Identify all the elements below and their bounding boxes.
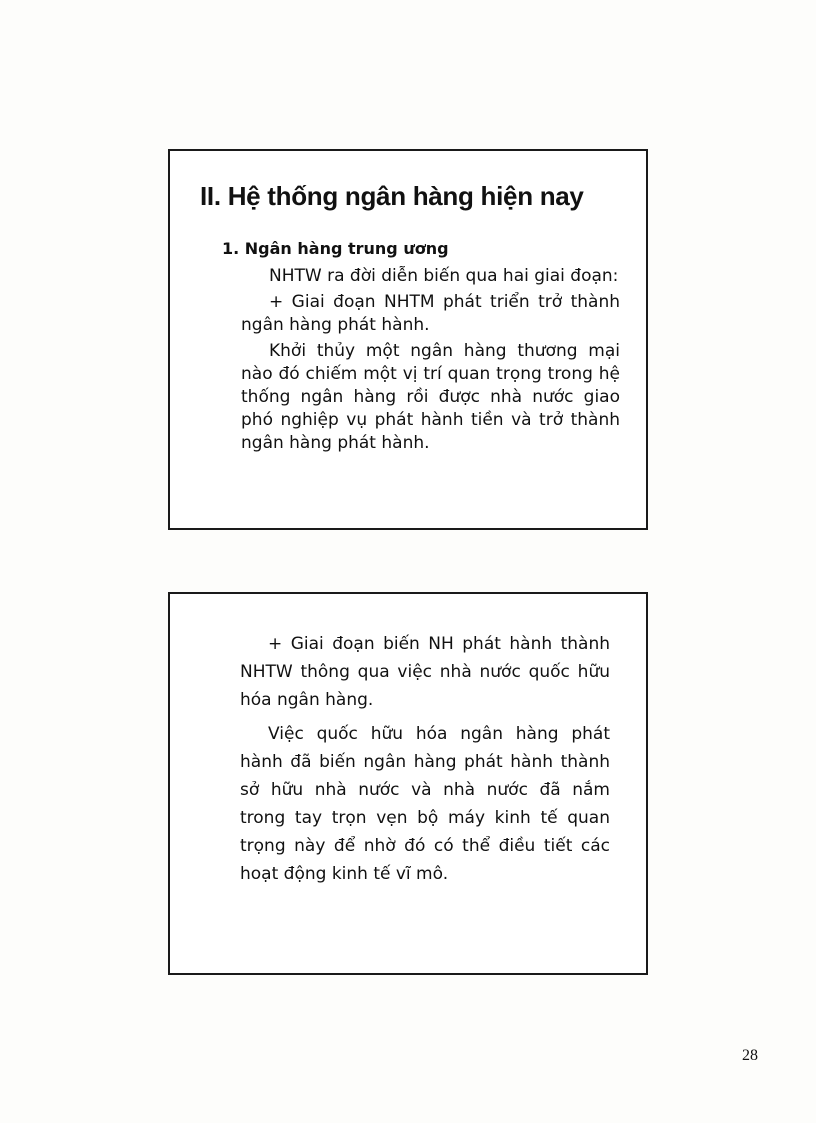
paragraph: + Giai đoạn NHTM phát triển trở thành ngân hàng phát hành. (241, 292, 620, 335)
slide-top (168, 149, 648, 530)
slide-body (240, 630, 610, 894)
slide-body (241, 265, 620, 458)
paragraph: NHTW ra đời diễn biến qua hai giai đoạn: (269, 266, 619, 286)
page-number: 28 (742, 1047, 758, 1064)
paragraph: + Giai đoạn biến NH phát hành thành NHTW thông qua việc nhà nước quốc hữu hóa ngân hàng. (240, 634, 610, 710)
slide-bottom (168, 592, 648, 975)
slide-title: II. Hệ thống ngân hàng hiện nay (200, 181, 584, 211)
paragraph: Khởi thủy một ngân hàng thương mại nào đó chiếm một vị trí quan trọng trong hệ thống ngân hàng rồi được nhà nước giao phó nghiệp vụ phát hành tiền và trở thành ngân hàng phát hành. (241, 341, 620, 453)
paragraph: Việc quốc hữu hóa ngân hàng phát hành đã biến ngân hàng phát hành thành sở hữu nhà nước và nhà nước đã nắm trong tay trọn vẹn bộ máy kinh tế quan trọng này để nhờ đó có thể điều tiết các hoạt động kinh tế vĩ mô. (240, 724, 610, 884)
section-heading: 1. Ngân hàng trung ương (222, 239, 449, 258)
